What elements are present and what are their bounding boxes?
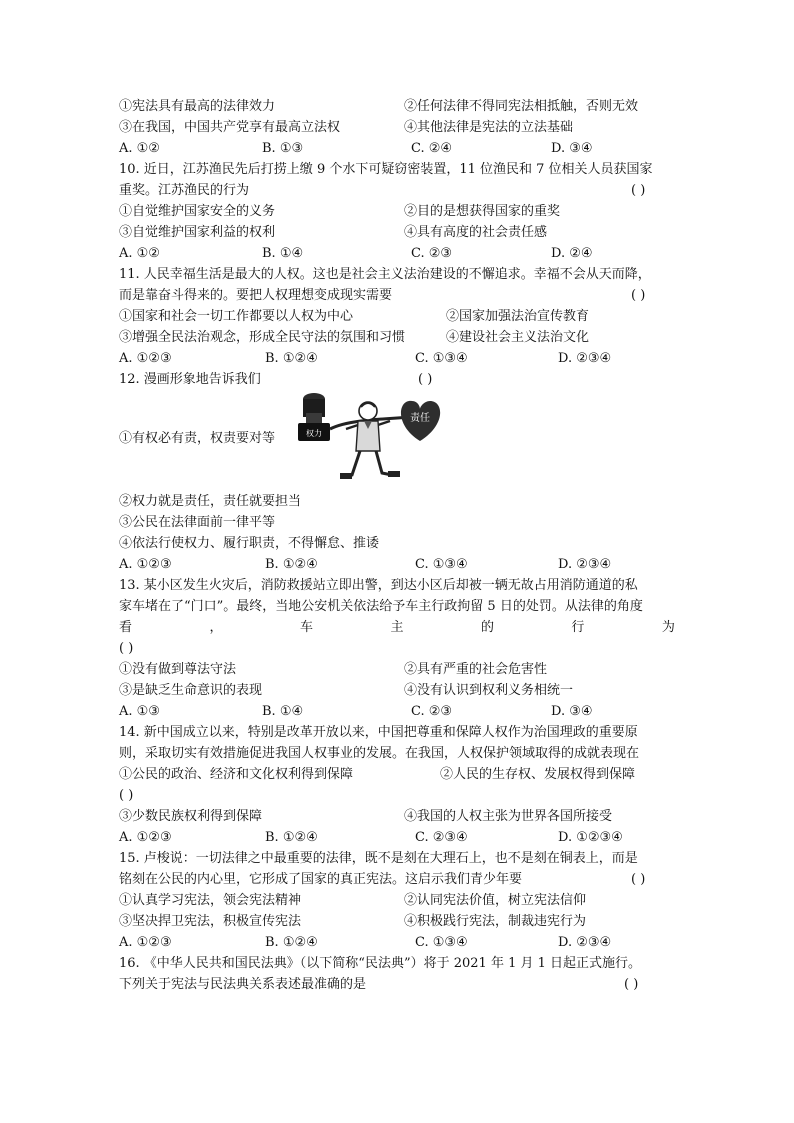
q12-option-1: ①有权必有责，权责要对等 — [119, 431, 276, 446]
q13-stem-1: 13. 某小区发生火灾后，消防救援站立即出警，到达小区后却被一辆无故占用消防通道的私 — [119, 578, 638, 593]
q13-stem-3 — [119, 618, 675, 638]
q15-option-1: ①认真学习宪法，领会宪法精神 — [119, 893, 302, 908]
q12-choice-d: D. ②③④ — [558, 557, 612, 572]
q14-stem-1: 14. 新中国成立以来，特别是改革开放以来，中国把尊重和保障人权作为治国理政的重要原 — [119, 725, 638, 740]
q13-option-2: ②具有严重的社会危害性 — [404, 662, 548, 677]
q10-choice-a: A. ①② — [119, 246, 160, 261]
person-figure-icon — [340, 402, 400, 479]
q14-choice-d: D. ①②③④ — [558, 830, 623, 845]
q10-stem-2: 重奖。江苏渔民的行为 — [119, 183, 250, 198]
q13-option-4: ④没有认识到权利义务相统一 — [404, 683, 574, 698]
q14-option-1: ①公民的政治、经济和文化权利得到保障 — [119, 767, 354, 782]
q11-stem-1: 11. 人民幸福生活是最大的人权。这也是社会主义法治建设的不懈追求。幸福不会从天而降， — [119, 267, 651, 282]
q9-option-2: ②任何法律不得同宪法相抵触，否则无效 — [404, 99, 639, 114]
q9-choice-c: C. ②④ — [411, 141, 453, 156]
q14-choice-a: A. ①②③ — [119, 830, 172, 845]
q10-option-4: ④具有高度的社会责任感 — [404, 225, 548, 240]
q15-option-2: ②认同宪法价值，树立宪法信仰 — [404, 893, 587, 908]
q9-option-3: ③在我国，中国共产党享有最高立法权 — [119, 120, 341, 135]
q15-stem-1: 15. 卢梭说：一切法律之中最重要的法律，既不是刻在大理石上，也不是刻在铜表上，而是 — [119, 851, 638, 866]
q9-choice-b: B. ①③ — [262, 141, 304, 156]
q10-stem-1: 10. 近日，江苏渔民先后打捞上缴 9 个水下可疑窃密装置，11 位渔民和 7 位相关人员获国家 — [119, 162, 653, 177]
q13-answer-bracket: ( ) — [119, 641, 134, 656]
q11-option-1: ①国家和社会一切工作都要以人权为中心 — [119, 309, 354, 324]
q13-word: 看 — [119, 620, 133, 635]
q12-choice-b: B. ①②④ — [265, 557, 318, 572]
q13-option-3: ③是缺乏生命意识的表现 — [119, 683, 263, 698]
q13-choice-b: B. ①④ — [262, 704, 304, 719]
q9-option-4: ④其他法律是宪法的立法基础 — [404, 120, 574, 135]
q12-choice-c: C. ①③④ — [415, 557, 468, 572]
q13-choice-c: C. ②③ — [411, 704, 453, 719]
q15-option-4: ④积极践行宪法，制裁违宪行为 — [404, 914, 587, 929]
q15-option-3: ③坚决捍卫宪法，积极宣传宪法 — [119, 914, 302, 929]
q10-option-2: ②目的是想获得国家的重奖 — [404, 204, 561, 219]
q11-choice-c: C. ①③④ — [415, 351, 468, 366]
q15-choice-a: A. ①②③ — [119, 935, 172, 950]
q12-answer-bracket: ( ) — [418, 372, 433, 387]
q15-answer-bracket: ( ) — [631, 872, 646, 887]
q13-word: 的 — [480, 620, 494, 635]
q13-stem-2: 家车堵在了“门口”。最终，当地公安机关依法给予车主行政拘留 5 日的处罚。从法律的角度 — [119, 599, 643, 614]
q9-option-1: ①宪法具有最高的法律效力 — [119, 99, 276, 114]
q14-option-4: ④我国的人权主张为世界各国所接受 — [404, 809, 613, 824]
q11-option-4: ④建设社会主义法治文化 — [446, 330, 590, 345]
q12-option-2: ②权力就是责任，责任就要担当 — [119, 494, 302, 509]
q13-choice-a: A. ①③ — [119, 704, 160, 719]
q11-choice-b: B. ①②④ — [265, 351, 318, 366]
q15-choice-c: C. ①③④ — [415, 935, 468, 950]
q11-option-3: ③增强全民法治观念，形成全民守法的氛围和习惯 — [119, 330, 406, 345]
responsibility-heart-icon — [401, 401, 440, 441]
q16-stem-1: 16. 《中华人民共和国民法典》（以下简称“民法典”）将于 2021 年 1 月 1 日起正式施行。 — [119, 956, 642, 971]
q13-word: 为 — [661, 620, 675, 635]
q9-choice-d: D. ③④ — [551, 141, 593, 156]
q13-word: 主 — [390, 620, 404, 635]
q12-option-4: ④依法行使权力、履行职责，不得懈怠、推诿 — [119, 536, 380, 551]
q14-choice-b: B. ①②④ — [265, 830, 318, 845]
q10-choice-d: D. ②④ — [551, 246, 593, 261]
q14-choice-c: C. ②③④ — [415, 830, 468, 845]
q12-option-3: ③公民在法律面前一律平等 — [119, 515, 276, 530]
q10-choice-c: C. ②③ — [411, 246, 453, 261]
power-stamp-icon — [298, 393, 330, 441]
q12-choice-a: A. ①②③ — [119, 557, 172, 572]
q13-word: 行 — [571, 620, 585, 635]
q10-answer-bracket: ( ) — [631, 183, 646, 198]
q14-option-3: ③少数民族权利得到保障 — [119, 809, 263, 824]
q13-word: 车 — [299, 620, 313, 635]
responsibility-label: 责任 — [410, 413, 430, 424]
q10-option-1: ①自觉维护国家安全的义务 — [119, 204, 276, 219]
q13-word: ， — [209, 620, 223, 635]
q16-answer-bracket: ( ) — [624, 977, 639, 992]
q11-choice-a: A. ①②③ — [119, 351, 172, 366]
q9-choice-a: A. ①② — [119, 141, 160, 156]
q15-choice-d: D. ②③④ — [558, 935, 612, 950]
q10-option-3: ③自觉维护国家利益的权利 — [119, 225, 276, 240]
power-responsibility-cartoon — [294, 389, 444, 487]
q10-choice-b: B. ①④ — [262, 246, 304, 261]
q15-stem-2: 铭刻在公民的内心里，它形成了国家的真正宪法。这启示我们青少年要 — [119, 872, 523, 887]
q16-stem-2: 下列关于宪法与民法典关系表述最准确的是 — [119, 977, 367, 992]
q14-answer-bracket: ( ) — [119, 788, 134, 803]
q12-stem: 12. 漫画形象地告诉我们 — [119, 372, 261, 387]
q11-answer-bracket: ( ) — [631, 288, 646, 303]
q11-stem-2: 而是靠奋斗得来的。要把人权理想变成现实需要 — [119, 288, 393, 303]
q11-choice-d: D. ②③④ — [558, 351, 612, 366]
q13-option-1: ①没有做到尊法守法 — [119, 662, 237, 677]
q15-choice-b: B. ①②④ — [265, 935, 318, 950]
q11-option-2: ②国家加强法治宣传教育 — [446, 309, 590, 324]
q14-stem-2: 则，采取切实有效措施促进我国人权事业的发展。在我国，人权保护领域取得的成就表现在 — [119, 746, 640, 761]
q14-option-2: ②人民的生存权、发展权得到保障 — [440, 767, 636, 782]
q13-choice-d: D. ③④ — [551, 704, 593, 719]
power-label: 权力 — [306, 429, 322, 438]
